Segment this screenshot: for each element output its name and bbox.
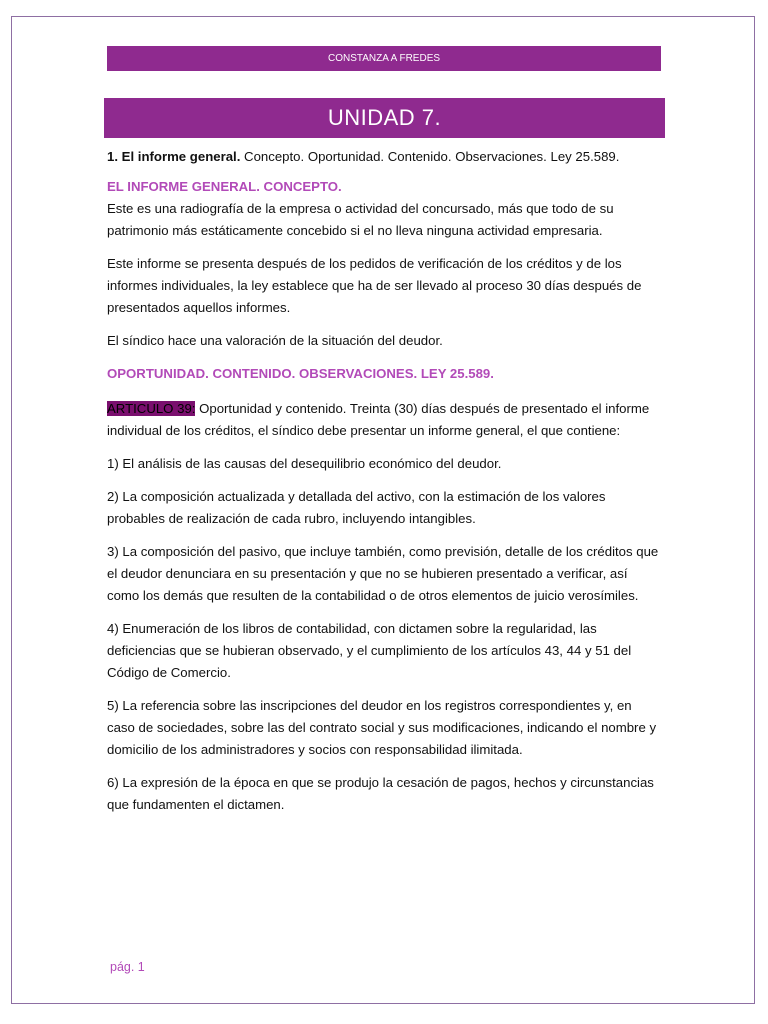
intro-line: [107, 146, 663, 168]
intro-rest: Concepto. Oportunidad. Contenido. Observaciones. Ley 25.589.: [240, 149, 620, 164]
list-item: 5) La referencia sobre las inscripciones del deudor en los registros correspondientes y, en caso de sociedades, sobre las del contrato social y sus modificaciones, indicando el nombre y domicilio de los administradores y socios con responsabilidad ilimitada.: [107, 698, 657, 757]
list-item: 1) El análisis de las causas del desequilibrio económico del deudor.: [107, 456, 502, 471]
section-heading-opportunity: OPORTUNIDAD. CONTENIDO. OBSERVACIONES. LEY 25.589.: [107, 366, 494, 381]
article-paragraph: [107, 398, 663, 442]
section-heading-concept: EL INFORME GENERAL. CONCEPTO.: [107, 179, 342, 194]
list-item: 4) Enumeración de los libros de contabilidad, con dictamen sobre la regularidad, las deficiencias que se hubieran observado, y el cumplimiento de los artículos 43, 44 y 51 del Código de Comercio.: [107, 621, 632, 680]
page-number: pág. 1: [110, 960, 145, 974]
paragraph: El síndico hace una valoración de la situación del deudor.: [107, 333, 443, 348]
unit-title-banner: [104, 98, 665, 138]
intro-bold: 1. El informe general.: [107, 149, 241, 164]
document-body: [107, 146, 663, 827]
document-header: [107, 46, 661, 71]
unit-title: UNIDAD 7.: [327, 105, 442, 130]
list-item: 3) La composición del pasivo, que incluye también, como previsión, detalle de los créditos que el deudor denunciara en su presentación y que no se hubieren presentado a verificar, así como los demás que resulten de la contabilidad o de otros elementos de juicio verosímiles.: [107, 544, 659, 603]
article-label: ARTICULO 39:: [107, 401, 196, 416]
paragraph: Este es una radiografía de la empresa o actividad del concursado, más que todo de su patrimonio más estáticamente concebido si el no lleva ninguna actividad empresaria.: [107, 201, 614, 238]
article-text: Oportunidad y contenido. Treinta (30) días después de presentado el informe individual de los créditos, el síndico debe presentar un informe general, el que contiene:: [107, 401, 650, 438]
paragraph: Este informe se presenta después de los pedidos de verificación de los créditos y de los informes individuales, la ley establece que ha de ser llevado al proceso 30 días después de presentados aquellos informes.: [107, 256, 642, 315]
list-item: 2) La composición actualizada y detallada del activo, con la estimación de los valores probables de realización de cada rubro, incluyendo intangibles.: [107, 489, 606, 526]
header-author: CONSTANZA A FREDES: [327, 53, 441, 64]
list-item: 6) La expresión de la época en que se produjo la cesación de pagos, hechos y circunstancias que fundamenten el dictamen.: [107, 775, 654, 812]
